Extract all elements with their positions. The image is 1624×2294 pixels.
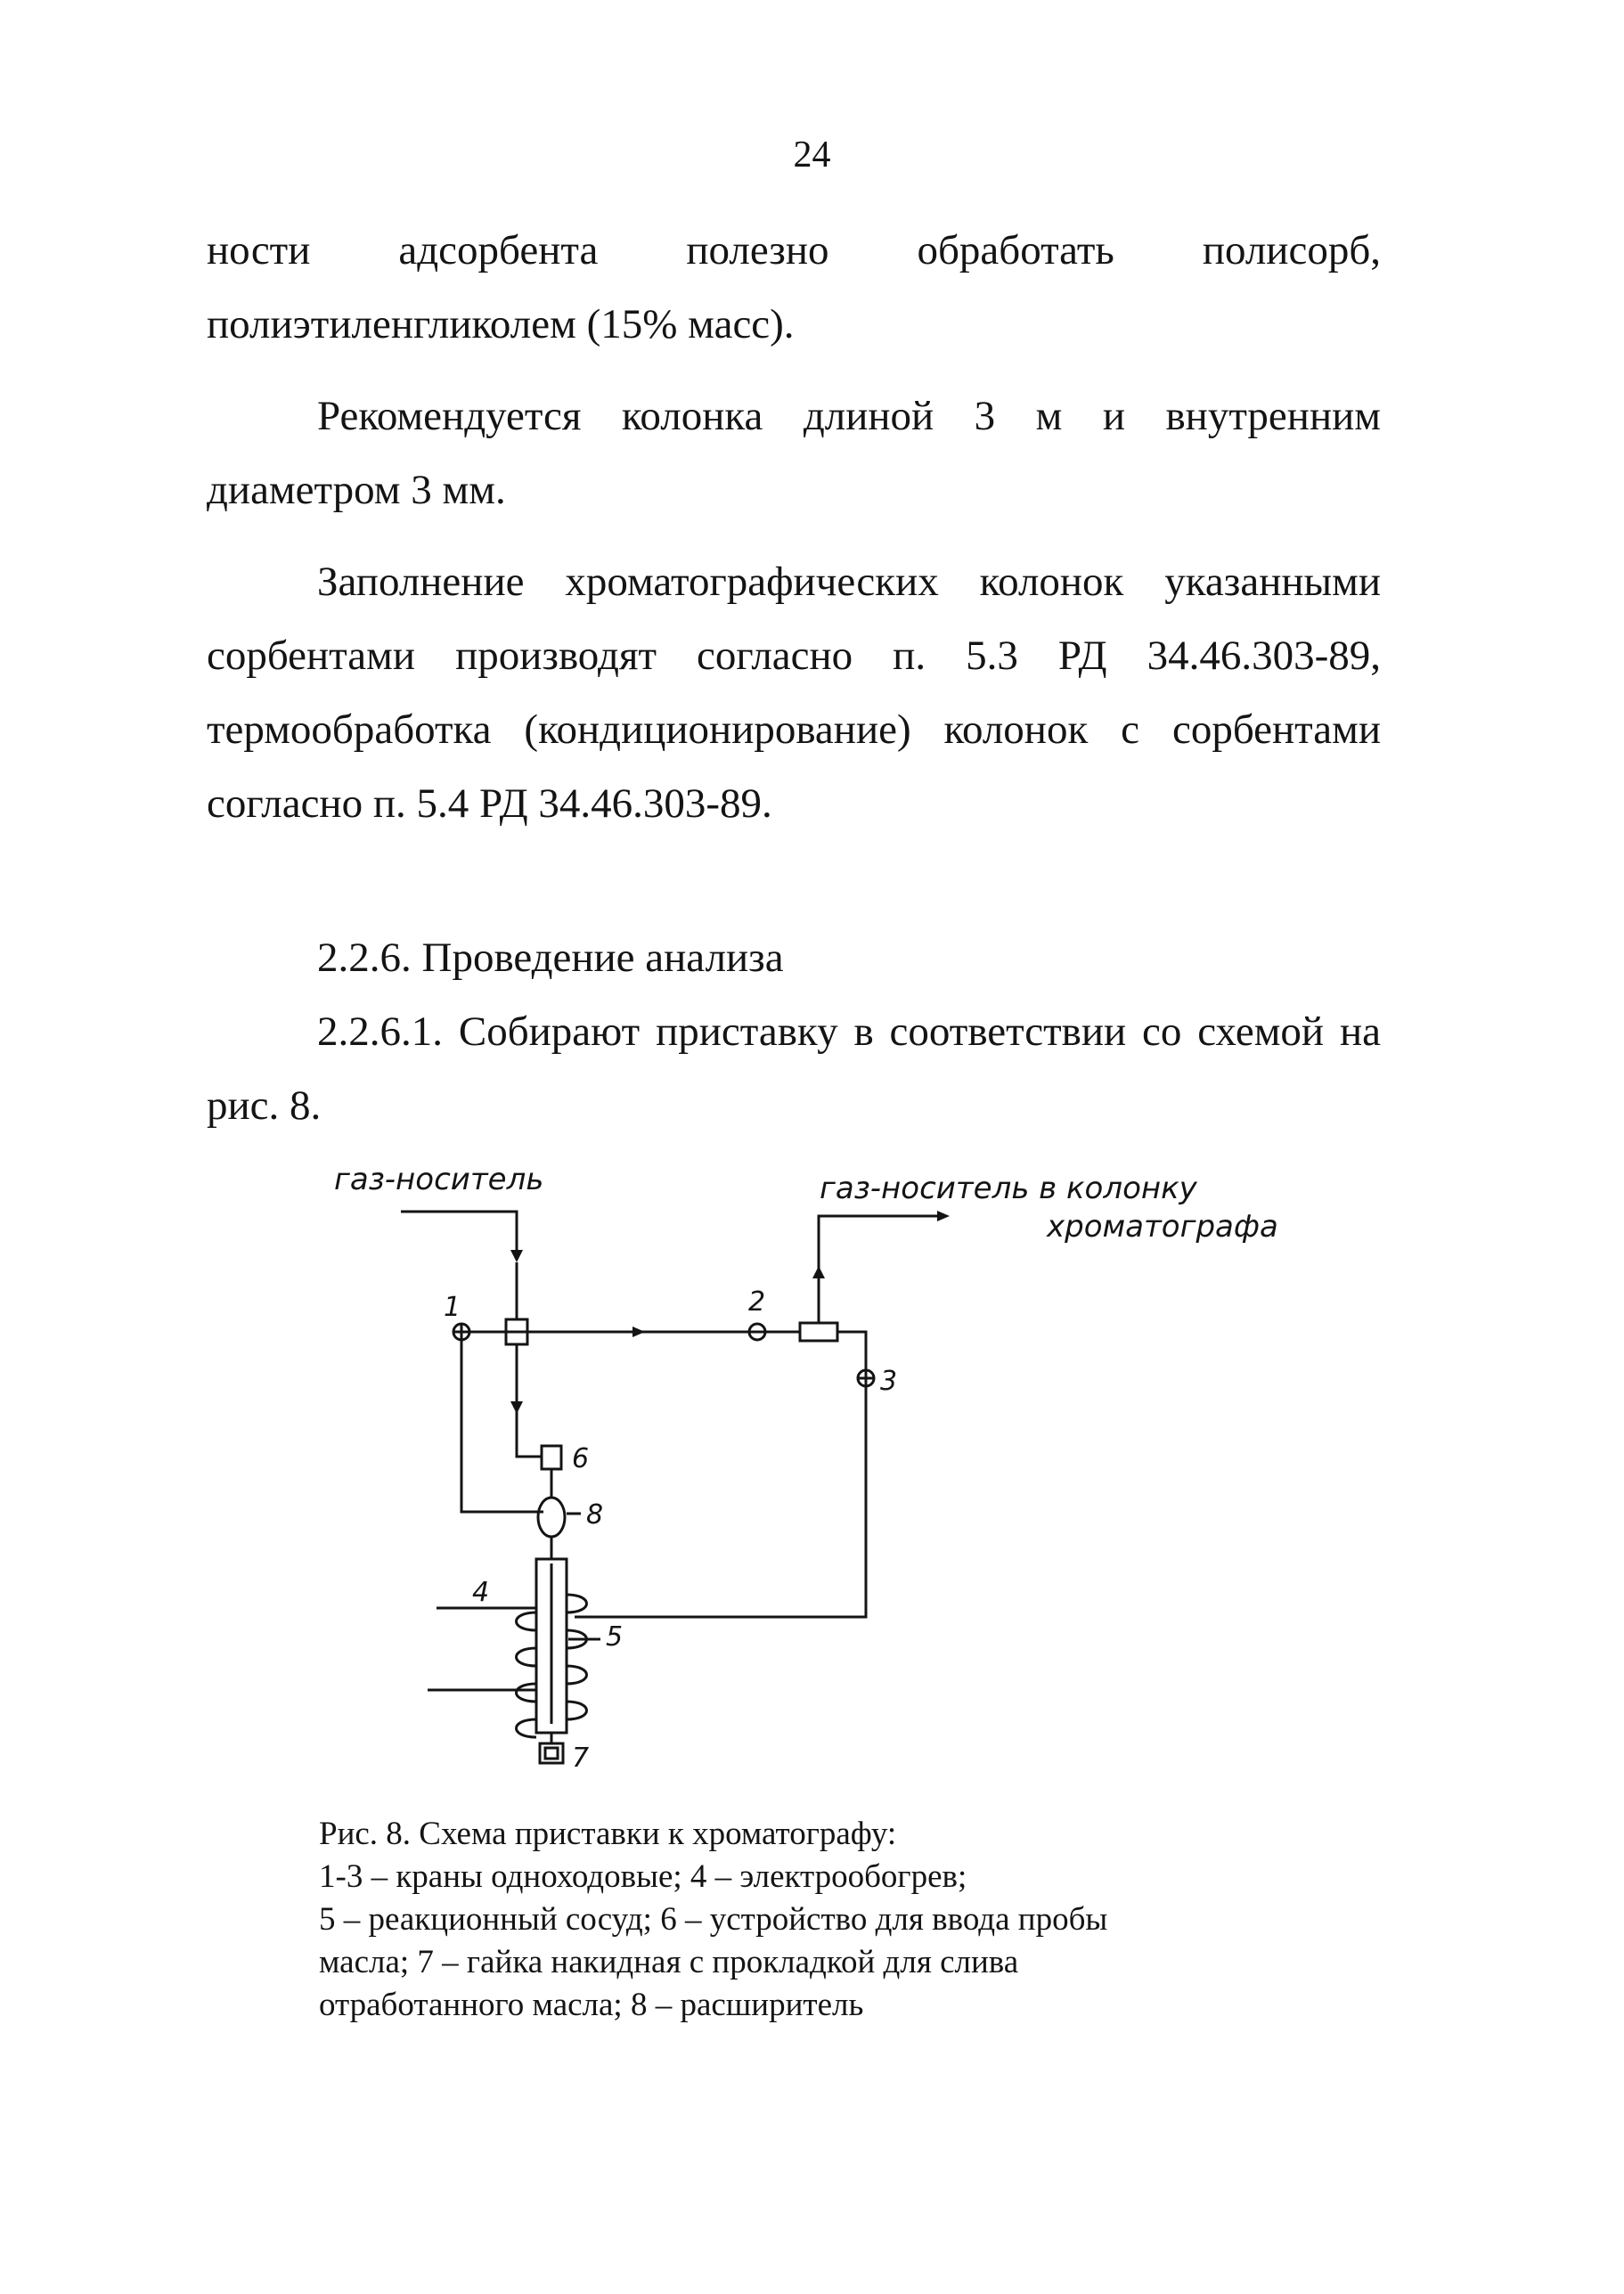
label-carrier-gas-in: газ-носитель	[334, 1162, 544, 1197]
bypass-right	[575, 1332, 866, 1617]
tee-fitting-right	[800, 1323, 837, 1341]
section-heading: 2.2.6. Проведение анализа	[317, 935, 784, 981]
page-number: 24	[793, 135, 831, 176]
paragraph-filling: Заполнение хроматографических колонок указанными сорбентами производят согласно п. 5.3 РД 34.46.303-89, термообработка (кондиционирование) колонок с сорбентами согласно п. 5.4 РД 34.46.303-89.	[207, 559, 1381, 827]
inlet-pipe	[401, 1212, 517, 1256]
marker-8: 8	[586, 1499, 604, 1531]
caption-line: 1-3 – краны одноходовые; 4 – электрообогрев;	[319, 1858, 967, 1895]
body-text	[207, 214, 1381, 1143]
bypass-left	[461, 1340, 543, 1512]
sample-input-device	[542, 1446, 561, 1469]
marker-1: 1	[444, 1292, 461, 1323]
chromatograph-attachment-diagram	[303, 1145, 1363, 1774]
paragraph-adsorbent: ности адсорбента полезно обработать полисорб, полиэтиленгликолем (15% масс).	[207, 227, 1381, 347]
marker-2: 2	[748, 1286, 766, 1318]
outlet-pipe	[819, 1216, 944, 1269]
label-carrier-gas-out-2: хроматографа	[1047, 1209, 1278, 1245]
marker-4: 4	[472, 1577, 490, 1608]
label-carrier-gas-out-1: газ-носитель в колонку	[820, 1171, 1197, 1206]
paragraph-column: Рекомендуется колонка длиной 3 м и внутренним диаметром 3 мм.	[207, 393, 1381, 513]
marker-7: 7	[572, 1743, 590, 1774]
figure-caption	[319, 1813, 1343, 2027]
marker-3: 3	[880, 1366, 898, 1397]
expander	[538, 1498, 565, 1537]
inlet-arrow	[510, 1250, 523, 1262]
caption-line: Рис. 8. Схема приставки к хроматографу:	[319, 1816, 897, 1852]
paragraph-assembly: 2.2.6.1. Собирают приставку в соответствии со схемой на рис. 8.	[207, 1008, 1381, 1129]
flow-arrow	[632, 1327, 645, 1337]
caption-line: 5 – реакционный сосуд; 6 – устройство для ввода пробы	[319, 1901, 1108, 1938]
outlet-arrow	[937, 1211, 950, 1221]
marker-5: 5	[606, 1621, 624, 1653]
heater-coil	[428, 1595, 587, 1737]
caption-line: отработанного масла; 8 – расширитель	[319, 1987, 864, 2023]
marker-6: 6	[572, 1443, 590, 1474]
caption-line: масла; 7 – гайка накидная с прокладкой для слива	[319, 1944, 1019, 1980]
drain-nut	[540, 1743, 563, 1763]
